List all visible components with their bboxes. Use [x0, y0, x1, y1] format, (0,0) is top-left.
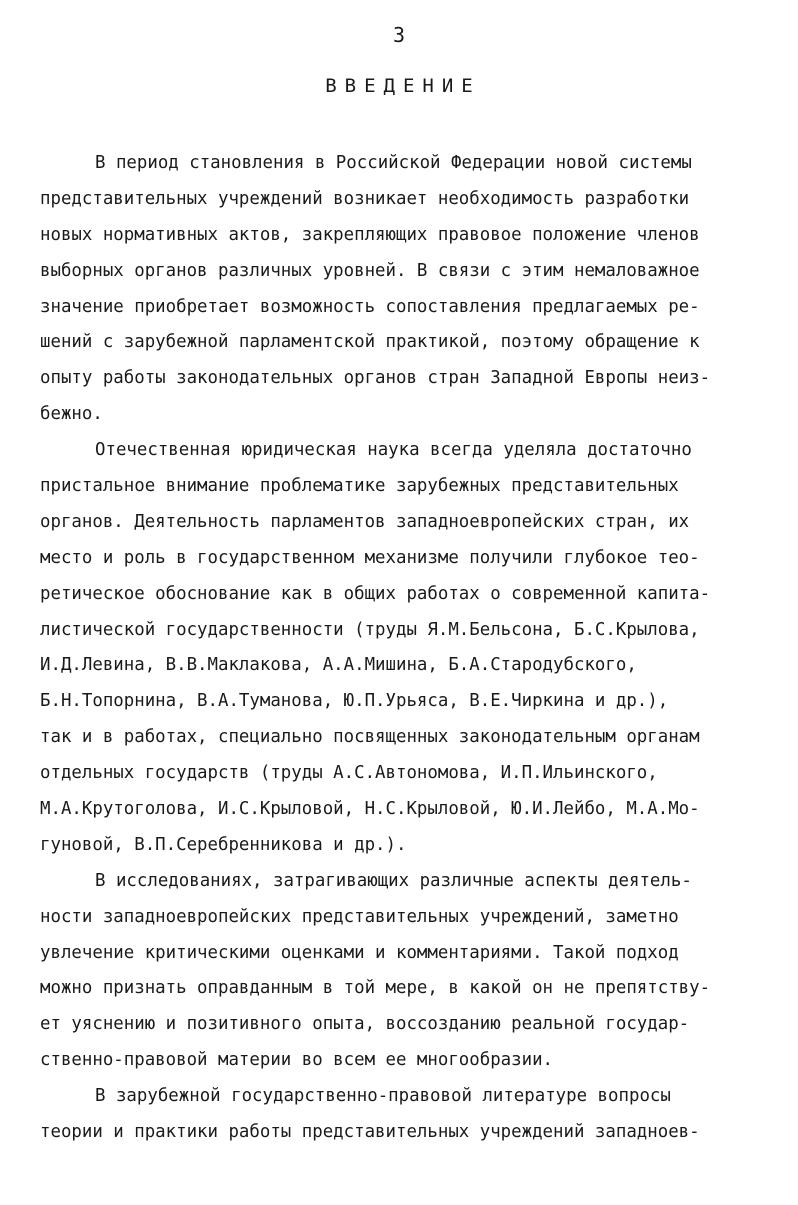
paragraph-2-line-7: И.Д.Левина, В.В.Маклакова, А.А.Мишина, Б.А.Стародубского, — [40, 655, 637, 676]
body-text — [40, 146, 760, 1151]
page-title: ВВЕДЕНИЕ — [325, 75, 481, 97]
paragraph-3-line-3: увлечение критическими оценками и комментариями. Такой подход — [40, 942, 679, 963]
paragraph-2-line-10: отдельных государств (труды А.С.Автономова, И.П.Ильинского, — [40, 763, 658, 784]
paragraph-2-line-8: Б.Н.Топорнина, В.А.Туманова, Ю.П.Урьяса, В.Е.Чиркина и др.), — [40, 691, 669, 712]
paragraph-1-line-1: В период становления в Российской Федерации новой системы — [95, 153, 692, 173]
paragraph-3-line-5: ет уяснению и позитивного опыта, воссозданию реальной государ- — [40, 1014, 690, 1035]
paragraph-2-line-9: так и в работах, специально посвященных законодательным органам — [40, 727, 700, 748]
paragraph-1-line-5: значение приобретает возможность сопоставления предлагаемых ре- — [40, 296, 700, 317]
paragraph-2-line-1: Отечественная юридическая наука всегда уделяла достаточно — [95, 440, 692, 461]
paragraph-2-line-3: органов. Деятельность парламентов западноевропейских стран, их — [40, 511, 690, 532]
paragraph-1-line-8: бежно. — [40, 404, 103, 425]
paragraph-1-line-2: представительных учреждений возникает необходимость разработки — [40, 188, 690, 209]
paragraph-2-line-5: ретическое обоснование как в общих работах о современной капита- — [40, 583, 711, 604]
paragraph-3-line-6: ственно-правовой материи во всем ее многообразии. — [40, 1050, 554, 1071]
paragraph-1-line-3: новых нормативных актов, закрепляющих правовое положение членов — [40, 224, 700, 245]
paragraph-2-line-4: место и роль в государственном механизме получили глубокое тео- — [40, 547, 700, 568]
page-number: 3 — [392, 23, 406, 47]
paragraph-4-line-1: В зарубежной государственно-правовой литературе вопросы — [95, 1086, 671, 1107]
paragraph-4-line-2: теории и практики работы представительных учреждений западноев- — [40, 1122, 700, 1143]
paragraph-2-line-2: пристальное внимание проблематике зарубежных представительных — [40, 476, 679, 497]
paragraph-2-line-11: М.А.Крутоголова, И.С.Крыловой, Н.С.Крыловой, Ю.И.Лейбо, М.А.Мо- — [40, 799, 700, 820]
paragraph-3-line-2: ности западноевропейских представительных учреждений, заметно — [40, 906, 679, 927]
paragraph-3-line-1: В исследованиях, затрагивающих различные аспекты деятель- — [95, 870, 692, 891]
paragraph-2-line-12: гуновой, В.П.Серебренникова и др.). — [40, 834, 407, 855]
paragraph-1-line-6: шений с зарубежной парламентской практикой, поэтому обращение к — [40, 332, 700, 353]
paragraph-1-line-4: выборных органов различных уровней. В связи с этим немаловажное — [40, 260, 700, 281]
paragraph-1-line-7: опыту работы законодательных органов стран Западной Европы неиз- — [40, 368, 711, 389]
paragraph-3-line-4: можно признать оправданным в той мере, в какой он не препятству- — [40, 978, 711, 999]
paragraph-2-line-6: листической государственности (труды Я.М.Бельсона, Б.С.Крылова, — [40, 619, 700, 640]
